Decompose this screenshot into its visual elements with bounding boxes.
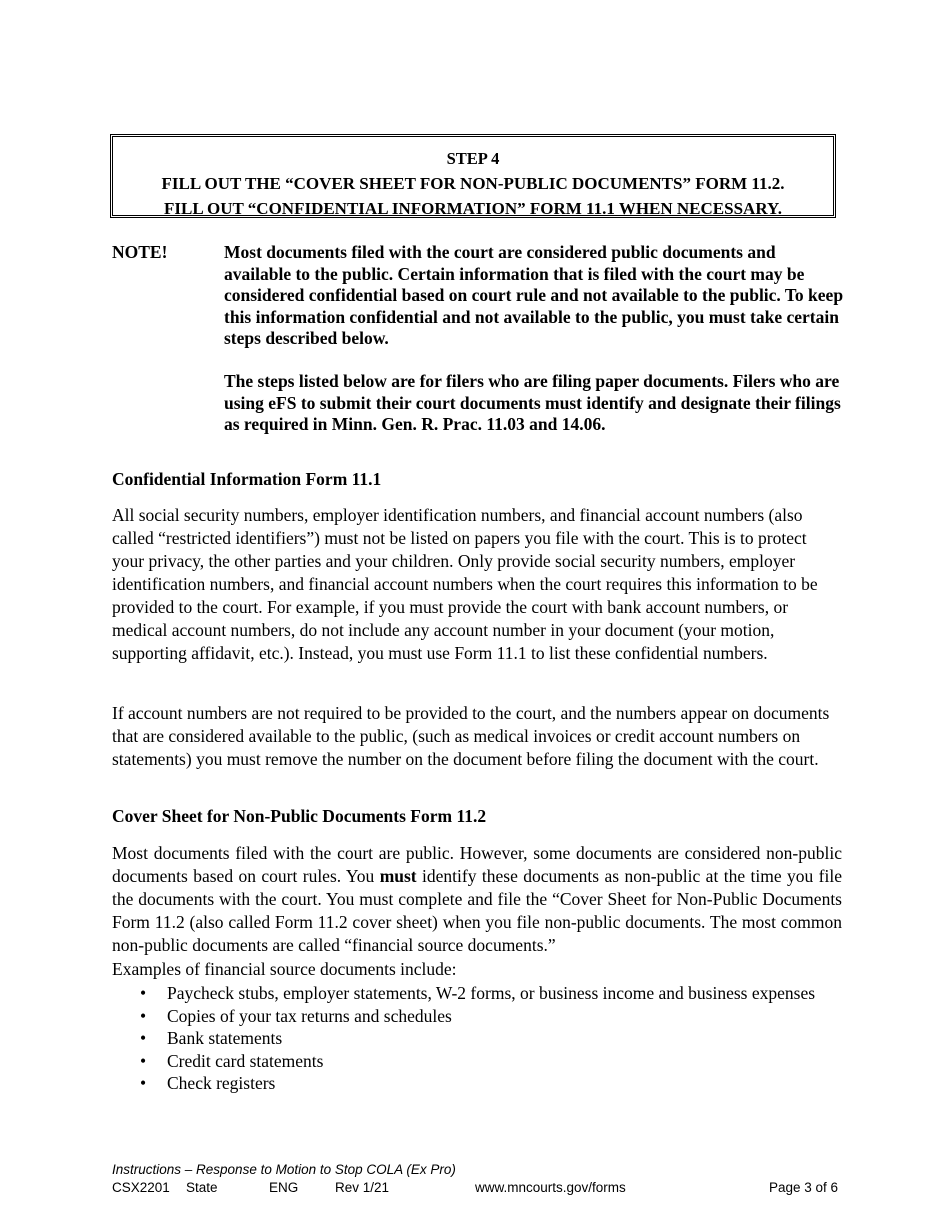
list-item [112, 1005, 842, 1028]
form-11-1-paragraph-2: If account numbers are not required to be provided to the court, and the numbers appear on documents that are considered available to the public, (such as medical invoices or credit account numbers on statements) you must remove the number on the document before filing the document with the court. [112, 703, 830, 769]
list-item [112, 1050, 842, 1073]
footer-page-number: Page 3 of 6 [768, 1180, 838, 1195]
footer-form-code: CSX2201 [112, 1180, 170, 1195]
footer-language: ENG [269, 1180, 299, 1195]
bullet-icon: • [140, 1028, 147, 1048]
bullet-icon: • [140, 983, 147, 1003]
step-heading-box [110, 134, 836, 218]
list-item-text: Paycheck stubs, employer statements, W-2 forms, or business income and business expenses [167, 983, 816, 1003]
footer-state: State [186, 1180, 218, 1195]
footer-meta [112, 1180, 838, 1198]
step-number: STEP 4 [446, 149, 500, 168]
examples-intro: Examples of financial source documents include: [112, 959, 457, 979]
bullet-icon: • [140, 1073, 147, 1093]
bullet-icon: • [140, 1050, 147, 1071]
footer-title: Instructions – Response to Motion to Stop COLA (Ex Pro) [112, 1162, 456, 1177]
list-item-text: Bank statements [167, 1028, 283, 1048]
form-11-2-paragraph [112, 842, 842, 957]
list-item-text: Copies of your tax returns and schedules [167, 1005, 452, 1026]
step-instruction-1: FILL OUT THE “COVER SHEET FOR NON-PUBLIC DOCUMENTS” FORM 11.2. [161, 174, 785, 193]
form-11-2-text-a: Most documents filed with the court are public. However, some documents are considered non-public documents based on court rules. You [112, 843, 842, 886]
list-item [112, 1027, 842, 1050]
list-item-text: Credit card statements [167, 1050, 324, 1071]
note-paragraph-2: The steps listed below are for filers who are filing paper documents. Filers who are using eFS to submit their court documents must identify and designate their filings as required in Minn. Gen. R. Prac. 11.03 and 14.06. [224, 371, 841, 434]
list-item [112, 1072, 842, 1095]
list-item [112, 982, 842, 1005]
note-paragraph-1: Most documents filed with the court are considered public documents and available to the public. Certain information that is filed with the court may be considered confidential based on court rule and not available to the public. To keep this information confidential and not available to the public, you must take certain steps described below. [224, 242, 844, 348]
section-heading-form-11-2: Cover Sheet for Non-Public Documents Form 11.2 [112, 806, 487, 826]
form-11-1-paragraph-1: All social security numbers, employer identification numbers, and financial account numbers (also called “restricted identifiers”) must not be listed on papers you file with the court. This is to protect your privacy, the other parties and your children. Only provide social security numbers, employer identification numbers, and financial account numbers when the court requires this information to be provided to the court. For example, if you must provide the court with bank account numbers, or medical account numbers, do not include any account number in your document (your motion, supporting affidavit, etc.). Instead, you must use Form 11.1 to list these confidential numbers. [112, 505, 818, 663]
form-11-2-text-b: identify these documents as non-public at the time you file the documents with the court. You must complete and file the “Cover Sheet for Non-Public Documents Form 11.2 (also called Form 11.2 cover sheet) when you file non-public documents. The most common non-public documents are called “financial source documents.” [112, 866, 842, 955]
bullet-icon: • [140, 1005, 147, 1026]
footer-url: www.mncourts.gov/forms [475, 1180, 626, 1195]
list-item-text: Check registers [167, 1073, 276, 1093]
footer-revision: Rev 1/21 [335, 1180, 390, 1195]
must-emphasis: must [379, 866, 417, 886]
step-instruction-2: FILL OUT “CONFIDENTIAL INFORMATION” FORM 11.1 WHEN NECESSARY. [164, 199, 782, 218]
note-label: NOTE! [112, 242, 168, 262]
financial-documents-list [112, 982, 842, 1095]
section-heading-form-11-1: Confidential Information Form 11.1 [112, 469, 382, 489]
